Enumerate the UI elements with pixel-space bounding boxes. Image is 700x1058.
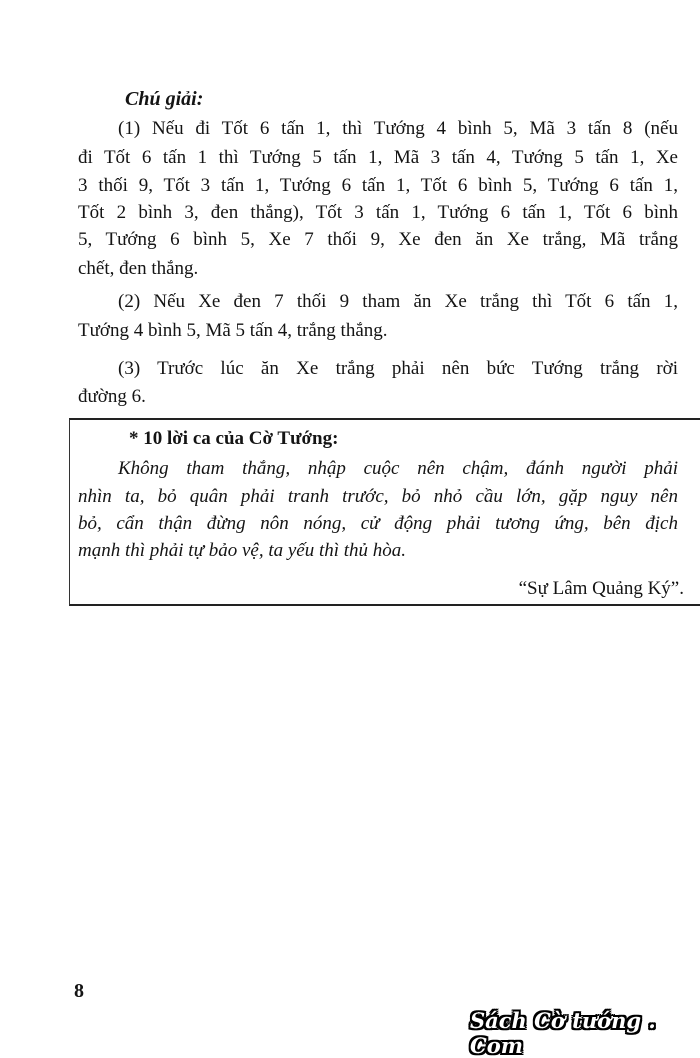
text-line: bỏ, cẩn thận đừng nôn nóng, cử động phải tương ứng, bên địch	[78, 513, 678, 534]
text-line: 5, Tướng 6 bình 5, Xe 7 thối 9, Xe đen ăn Xe trắng, Mã trắng	[78, 229, 678, 250]
text-line: Tốt 2 bình 3, đen thắng), Tốt 3 tấn 1, Tướng 6 tấn 1, Tốt 6 bình	[78, 202, 678, 223]
text-line: 3 thối 9, Tốt 3 tấn 1, Tướng 6 tấn 1, Tốt 6 bình 5, Tướng 6 tấn 1,	[78, 175, 678, 196]
text-line: đường 6.	[78, 386, 146, 407]
proverb-heading: * 10 lời ca của Cờ Tướng:	[129, 428, 339, 449]
watermark-logo: Sách Cờ tướng . Com	[470, 1008, 656, 1058]
text-line: Tướng 4 bình 5, Mã 5 tấn 4, trắng thắng.	[78, 320, 388, 341]
text-line: (1) Nếu đi Tốt 6 tấn 1, thì Tướng 4 bình 5, Mã 3 tấn 8 (nếu	[118, 118, 678, 139]
text-line: (3) Trước lúc ăn Xe trắng phải nên bức Tướng trắng rời	[118, 358, 678, 379]
text-line: mạnh thì phải tự bảo vệ, ta yếu thì thủ hòa.	[78, 540, 407, 561]
notes-title: Chú giải:	[125, 88, 204, 110]
page-number: 8	[74, 980, 84, 1002]
text-line: nhìn ta, bỏ quân phải tranh trước, bỏ nhỏ cầu lớn, gặp nguy nên	[78, 486, 678, 507]
text-line: Không tham thắng, nhập cuộc nên chậm, đánh người phải	[118, 458, 678, 479]
proverb-source: “Sự Lâm Quảng Ký”.	[518, 578, 684, 599]
text-line: chết, đen thắng.	[78, 258, 199, 279]
text-line: (2) Nếu Xe đen 7 thối 9 tham ăn Xe trắng thì Tốt 6 tấn 1,	[118, 291, 678, 312]
text-line: đi Tốt 6 tấn 1 thì Tướng 5 tấn 1, Mã 3 tấn 4, Tướng 5 tấn 1, Xe	[78, 147, 678, 168]
